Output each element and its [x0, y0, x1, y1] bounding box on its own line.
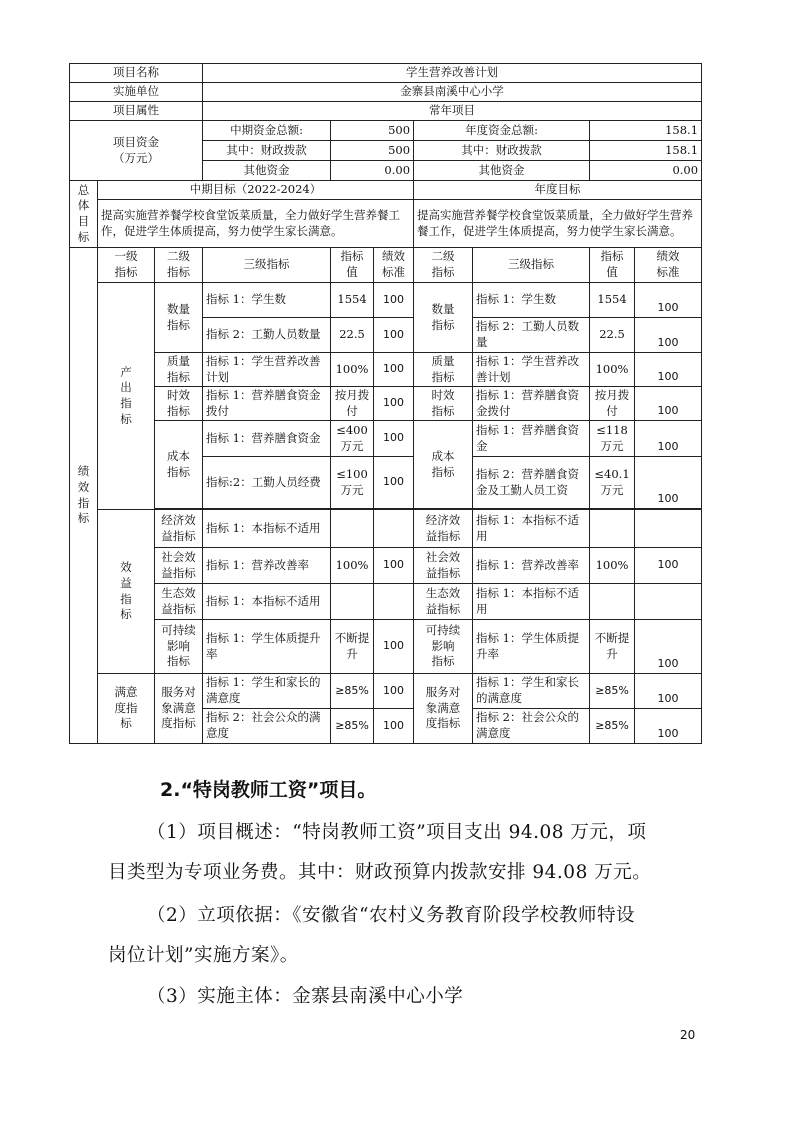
cost-indicator-label: 成本 指标	[155, 421, 203, 509]
mid-indicator-standard: 100	[374, 709, 414, 744]
mid-indicator-standard: 100	[374, 457, 414, 509]
project-name-label: 项目名称	[70, 64, 203, 83]
ecological-indicator-label-year: 生态效 益指标	[414, 584, 473, 620]
sustainable-indicator-label: 可持续 影响 指标	[155, 620, 203, 674]
year-indicator-text: 指标 1：学生数	[473, 283, 590, 318]
year-indicator-text: 指标 1：营养改善率	[473, 548, 590, 584]
mid-indicator-text: 指标 1：本指标不适用	[203, 510, 331, 548]
benefit-indicator-label: 效 益 指 标	[98, 510, 155, 674]
year-indicator-value: 100%	[590, 353, 635, 387]
mid-indicator-value: 按月拨付	[331, 387, 374, 421]
quality-indicator-label-year: 质量 指标	[414, 353, 473, 387]
year-indicator-standard: 100	[635, 421, 702, 457]
mid-total-label: 中期资金总额:	[203, 121, 331, 141]
mid-goal-header: 中期目标（2022-2024）	[98, 181, 414, 200]
mid-indicator-standard: 100	[374, 421, 414, 457]
year-indicator-value: ≤40.1万元	[590, 457, 635, 509]
year-indicator-standard: 100	[635, 318, 702, 353]
mid-indicator-value: 不断提升	[331, 620, 374, 674]
mid-indicator-standard: 100	[374, 548, 414, 584]
year-other-label: 其他资金	[414, 161, 590, 181]
year-indicator-value: ≤118万元	[590, 421, 635, 457]
ecological-indicator-label: 生态效 益指标	[155, 584, 203, 620]
year-indicator-standard: 100	[635, 283, 702, 318]
mid-indicator-text: 指标 2：社会公众的满意度	[203, 709, 331, 744]
project-attribute-label: 项目属性	[70, 102, 203, 121]
mid-indicator-text: 指标 1：学生体质提升率	[203, 620, 331, 674]
quantity-indicator-label: 数量 指标	[155, 283, 203, 353]
mid-fiscal-label: 其中：财政拨款	[203, 141, 331, 161]
mid-indicator-standard: 100	[374, 674, 414, 709]
social-indicator-label-year: 社会效 益指标	[414, 548, 473, 584]
header-level3: 三级指标	[203, 248, 331, 283]
economic-indicator-label: 经济效 益指标	[155, 510, 203, 548]
social-indicator-label: 社会效 益指标	[155, 548, 203, 584]
year-indicator-standard: 100	[635, 620, 702, 674]
mid-indicator-text: 指标 1：营养膳食资金	[203, 421, 331, 457]
header-value: 指标 值	[331, 248, 374, 283]
paragraph-basis-line1: （2）立项依据：《安徽省“农村义务教育阶段学校教师特设	[147, 905, 635, 926]
year-goal-header: 年度目标	[414, 181, 702, 200]
year-indicator-standard: 100	[635, 674, 702, 709]
year-indicator-text: 指标 1：营养膳食资金	[473, 421, 590, 457]
year-indicator-text: 指标 2：社会公众的满意度	[473, 709, 590, 744]
mid-fiscal-value: 500	[331, 141, 414, 161]
year-fiscal-value: 158.1	[590, 141, 702, 161]
mid-indicator-value: 1554	[331, 283, 374, 318]
mid-indicator-value: ≤100万元	[331, 457, 374, 509]
project-name-value: 学生营养改善计划	[203, 64, 702, 83]
year-indicator-value: 不断提升	[590, 620, 635, 674]
mid-indicator-value: ≤400万元	[331, 421, 374, 457]
mid-other-value: 0.00	[331, 161, 414, 181]
year-indicator-text: 指标 1：学生和家长的满意度	[473, 674, 590, 709]
year-total-label: 年度资金总额:	[414, 121, 590, 141]
year-indicator-standard: 100	[635, 353, 702, 387]
paragraph-overview-line1: （1）项目概述：“特岗教师工资”项目支出 94.08 万元，项	[147, 822, 647, 843]
year-indicator-value: 按月拨付	[590, 387, 635, 421]
mid-indicator-standard: 100	[374, 387, 414, 421]
mid-indicator-value: 100%	[331, 353, 374, 387]
mid-indicator-text: 指标 2：工勤人员数量	[203, 318, 331, 353]
sustainable-indicator-label-year: 可持续 影响 指标	[414, 620, 473, 674]
mid-indicator-value: 100%	[331, 548, 374, 584]
year-other-value: 0.00	[590, 161, 702, 181]
year-indicator-text: 指标 1：学生营养改善计划	[473, 353, 590, 387]
year-indicator-value: 100%	[590, 548, 635, 584]
service-satisfaction-label: 服务对 象满意 度指标	[155, 674, 203, 744]
quantity-indicator-label-year: 数量 指标	[414, 283, 473, 353]
quality-indicator-label: 质量 指标	[155, 353, 203, 387]
mid-indicator-value: 22.5	[331, 318, 374, 353]
year-total-value: 158.1	[590, 121, 702, 141]
implementing-unit-value: 金寨县南溪中心小学	[203, 83, 702, 102]
mid-other-label: 其他资金	[203, 161, 331, 181]
year-fiscal-label: 其中：财政拨款	[414, 141, 590, 161]
mid-indicator-text: 指标 1：本指标不适用	[203, 584, 331, 620]
mid-indicator-standard: 100	[374, 318, 414, 353]
project-attribute-value: 常年项目	[203, 102, 702, 121]
economic-indicator-label-year: 经济效 益指标	[414, 510, 473, 548]
mid-indicator-text: 指标 1：学生数	[203, 283, 331, 318]
mid-indicator-text: 指标 1：学生营养改善计划	[203, 353, 331, 387]
year-indicator-standard: 100	[635, 457, 702, 509]
mid-indicator-value: ≥85%	[331, 674, 374, 709]
performance-goal-table	[69, 63, 702, 744]
mid-indicator-text: 指标 1：学生和家长的满意度	[203, 674, 331, 709]
mid-total-value: 500	[331, 121, 414, 141]
implementing-unit-label: 实施单位	[70, 83, 203, 102]
mid-indicator-standard: 100	[374, 283, 414, 318]
header-standard-year: 绩效 标准	[635, 248, 702, 283]
year-indicator-text: 指标 1：本指标不适用	[473, 584, 590, 620]
year-indicator-value: 1554	[590, 283, 635, 318]
header-value-year: 指标 值	[590, 248, 635, 283]
year-indicator-value: 22.5	[590, 318, 635, 353]
paragraph-implementer: （3）实施主体：金寨县南溪中心小学	[147, 986, 464, 1007]
header-level2: 二级 指标	[155, 248, 203, 283]
output-indicator-label: 产 出 指 标	[98, 283, 155, 510]
cost-indicator-label-year: 成本 指标	[414, 421, 473, 509]
year-indicator-text: 指标 1：营养膳食资金拨付	[473, 387, 590, 421]
year-indicator-text: 指标 2：工勤人员数量	[473, 318, 590, 353]
timeliness-indicator-label: 时效 指标	[155, 387, 203, 421]
year-goal-text: 提高实施营养餐学校食堂饭菜质量，全力做好学生营养餐工作，促进学生体质提高，努力使学生家长满意。	[414, 200, 702, 248]
mid-indicator-text: 指标:2：工勤人员经费	[203, 457, 331, 509]
mid-indicator-standard: 100	[374, 620, 414, 674]
mid-indicator-standard: 100	[374, 353, 414, 387]
mid-goal-text: 提高实施营养餐学校食堂饭菜质量，全力做好学生营养餐工作，促进学生体质提高，努力使学生家长满意。	[98, 200, 414, 248]
year-indicator-text: 指标 1：学生体质提升率	[473, 620, 590, 674]
section-heading: 2.“特岗教师工资”项目。	[160, 779, 377, 801]
year-indicator-value: ≥85%	[590, 674, 635, 709]
performance-indicator-label: 绩 效 指 标	[70, 248, 98, 744]
header-standard: 绩效 标准	[374, 248, 414, 283]
satisfaction-indicator-label: 满意 度指 标	[98, 674, 155, 744]
year-indicator-text: 指标 2：营养膳食资金及工勤人员工资	[473, 457, 590, 509]
header-level2-year: 二级 指标	[414, 248, 473, 283]
service-satisfaction-label-year: 服务对 象满意 度指标	[414, 674, 473, 744]
paragraph-overview-line2: 目类型为专项业务费。其中：财政预算内拨款安排 94.08 万元。	[108, 862, 652, 883]
timeliness-indicator-label-year: 时效 指标	[414, 387, 473, 421]
year-indicator-text: 指标 1：本指标不适用	[473, 510, 590, 548]
year-indicator-standard: 100	[635, 387, 702, 421]
page-number: 20	[680, 1028, 696, 1042]
year-indicator-standard: 100	[635, 709, 702, 744]
year-indicator-value: ≥85%	[590, 709, 635, 744]
header-level1: 一级 指标	[98, 248, 155, 283]
mid-indicator-text: 指标 1：营养膳食资金拨付	[203, 387, 331, 421]
paragraph-basis-line2: 岗位计划”实施方案》。	[108, 945, 299, 966]
year-indicator-standard: 100	[635, 548, 702, 584]
mid-indicator-text: 指标 1：营养改善率	[203, 548, 331, 584]
mid-indicator-value: ≥85%	[331, 709, 374, 744]
project-funds-label: 项目资金 （万元）	[70, 121, 203, 181]
header-level3-year: 三级指标	[473, 248, 590, 283]
overall-goal-label: 总 体 目 标	[70, 181, 98, 248]
